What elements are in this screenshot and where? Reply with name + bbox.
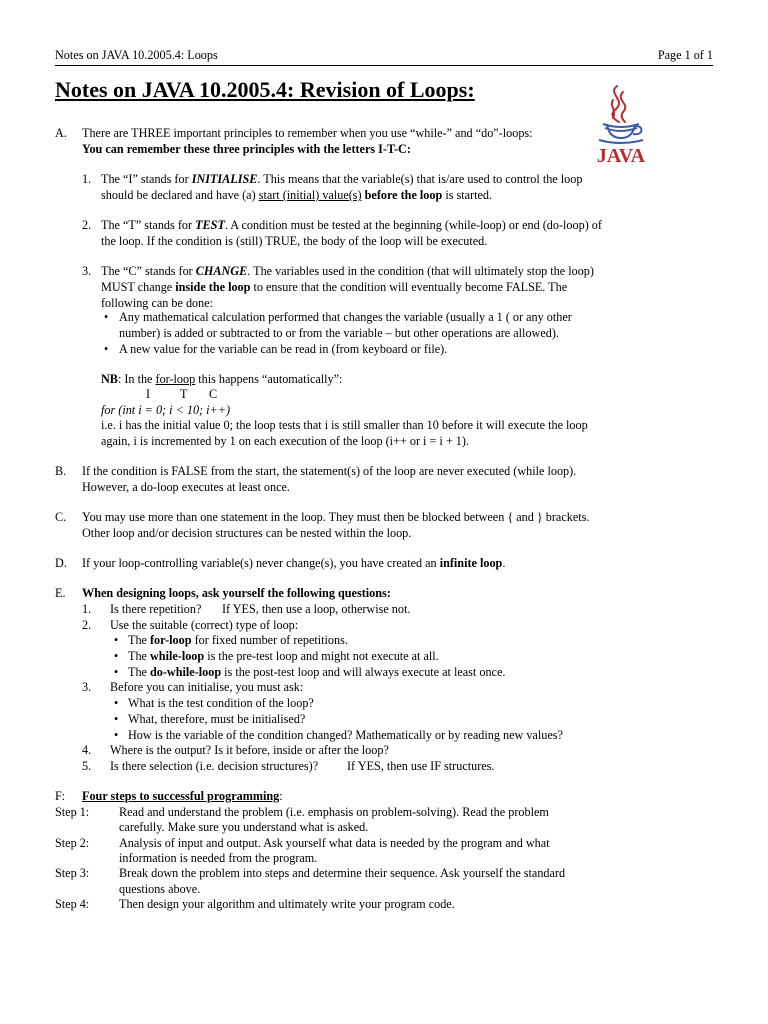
item-1-number: 1. xyxy=(82,172,92,186)
header-left: Notes on JAVA 10.2005.4: Loops xyxy=(55,48,218,62)
item-1-line1: The “I” stands for INITIALISE. This means that the variable(s) that is/are used to control the loop xyxy=(101,172,583,186)
section-e-label: E. xyxy=(55,586,66,600)
for-loop-code: for (int i = 0; i < 10; i++) xyxy=(101,403,231,417)
question-1-number: 1. xyxy=(82,602,92,616)
step-2-line2: information is needed from the program. xyxy=(119,851,318,865)
section-a-label: A. xyxy=(55,126,67,140)
bullet-icon: • xyxy=(114,696,119,710)
question-3-number: 3. xyxy=(82,680,92,694)
itc-letter-i: I xyxy=(146,387,151,401)
item-3-bullet1-line2: number) is added or subtracted to or from the variable – but other operations are allowed). xyxy=(119,326,559,340)
step-3-line1: Break down the problem into steps and determine their sequence. Ask yourself the standard xyxy=(119,866,566,880)
question-1-answer: If YES, then use a loop, otherwise not. xyxy=(222,602,411,616)
step-3-line2: questions above. xyxy=(119,882,201,896)
keyword-change: CHANGE xyxy=(195,264,248,278)
header-page-number: Page 1 of 1 xyxy=(657,48,713,62)
nb-explanation-line2: again, i is incremented by 1 on each execution of the loop (i++ or i = i + 1). xyxy=(101,434,469,448)
question-3-bullet3: How is the variable of the condition changed? Mathematically or by reading new values? xyxy=(128,728,563,742)
item-3-bullet2: A new value for the variable can be read in (from keyboard or file). xyxy=(119,342,448,356)
item-1-line2: should be declared and have (a) start (initial) value(s) before the loop is started. xyxy=(101,188,493,202)
item-3-line3: following can be done: xyxy=(101,296,214,310)
item-2-line1: The “T” stands for TEST. A condition must be tested at the beginning (while-loop) or end (do-loop) of xyxy=(101,218,602,232)
question-2-bullet2: The while-loop is the pre-test loop and might not execute at all. xyxy=(128,649,439,663)
item-3-line2: MUST change inside the loop to ensure that the condition will eventually become FALSE. The xyxy=(101,280,568,294)
bullet-icon: • xyxy=(114,665,119,679)
question-2-text: Use the suitable (correct) type of loop: xyxy=(110,618,299,632)
itc-letter-c: C xyxy=(209,387,218,401)
section-d-line: If your loop-controlling variable(s) never change(s), you have created an infinite loop. xyxy=(82,556,506,570)
section-c-line2: Other loop and/or decision structures can be nested within the loop. xyxy=(82,526,412,540)
section-b-label: B. xyxy=(55,464,67,478)
question-4-text: Where is the output? Is it before, inside or after the loop? xyxy=(110,743,389,757)
nb-explanation-line1: i.e. i has the initial value 0; the loop tests that i is still smaller than 10 before it will execute the loop xyxy=(101,418,588,432)
section-b-line1: If the condition is FALSE from the start, the statement(s) of the loop are never executed (while loop). xyxy=(82,464,577,478)
question-5-text: Is there selection (i.e. decision structures)? xyxy=(110,759,319,773)
step-1-label: Step 1: xyxy=(55,805,90,819)
question-4-number: 4. xyxy=(82,743,92,757)
question-2-number: 2. xyxy=(82,618,92,632)
bullet-icon: • xyxy=(114,728,119,742)
page-header xyxy=(55,48,713,66)
step-4-label: Step 4: xyxy=(55,897,90,911)
item-3-bullet1-line1: Any mathematical calculation performed that changes the variable (usually a 1 ( or any other xyxy=(119,310,572,324)
step-3-label: Step 3: xyxy=(55,866,90,880)
keyword-initialise: INITIALISE xyxy=(191,172,258,186)
bullet-icon: • xyxy=(114,712,119,726)
section-b-line2: However, a do-loop executes at least once. xyxy=(82,480,290,494)
item-2-line2: the loop. If the condition is (still) TRUE, the body of the loop will be executed. xyxy=(101,234,488,248)
keyword-test: TEST xyxy=(195,218,225,232)
section-c-line1: You may use more than one statement in the loop. They must then be blocked between { and } brackets. xyxy=(82,510,590,524)
item-2-number: 2. xyxy=(82,218,92,232)
question-5-answer: If YES, then use IF structures. xyxy=(347,759,495,773)
question-2-bullet3: The do-while-loop is the post-test loop and will always execute at least once. xyxy=(128,665,506,679)
section-d-label: D. xyxy=(55,556,67,570)
item-3-line1: The “C” stands for CHANGE. The variables used in the condition (that will ultimately stop the loop) xyxy=(101,264,594,278)
section-a-line1: There are THREE important principles to remember when you use “while-” and “do”-loops: xyxy=(82,126,533,140)
section-a-line2: You can remember these three principles with the letters I-T-C: xyxy=(82,142,411,156)
section-f-heading: Four steps to successful programming: xyxy=(82,789,283,803)
section-f-label: F: xyxy=(55,789,66,803)
question-3-bullet2: What, therefore, must be initialised? xyxy=(128,712,306,726)
page-title: Notes on JAVA 10.2005.4: Revision of Loops: xyxy=(55,77,475,102)
step-4-line1: Then design your algorithm and ultimately write your program code. xyxy=(119,897,455,911)
question-3-bullet1: What is the test condition of the loop? xyxy=(128,696,314,710)
section-c-label: C. xyxy=(55,510,67,524)
section-e-heading: When designing loops, ask yourself the following questions: xyxy=(82,586,391,600)
question-2-bullet1: The for-loop for fixed number of repetitions. xyxy=(128,633,348,647)
bullet-icon: • xyxy=(114,649,119,663)
java-logo xyxy=(593,80,649,166)
question-3-text: Before you can initialise, you must ask: xyxy=(110,680,304,694)
bullet-icon: • xyxy=(104,342,109,356)
itc-letter-t: T xyxy=(180,387,188,401)
nb-line: NB: In the for-loop this happens “automatically”: xyxy=(101,372,343,386)
question-5-number: 5. xyxy=(82,759,92,773)
step-1-line1: Read and understand the problem (i.e. emphasis on problem-solving). Read the problem xyxy=(119,805,549,819)
java-logo-text: JAVA xyxy=(596,145,646,166)
item-3-number: 3. xyxy=(82,264,92,278)
step-2-label: Step 2: xyxy=(55,836,90,850)
bullet-icon: • xyxy=(104,310,109,324)
step-1-line2: carefully. Make sure you understand what is asked. xyxy=(119,820,369,834)
question-1-text: Is there repetition? xyxy=(110,602,202,616)
step-2-line1: Analysis of input and output. Ask yourself what data is needed by the program and what xyxy=(119,836,550,850)
bullet-icon: • xyxy=(114,633,119,647)
